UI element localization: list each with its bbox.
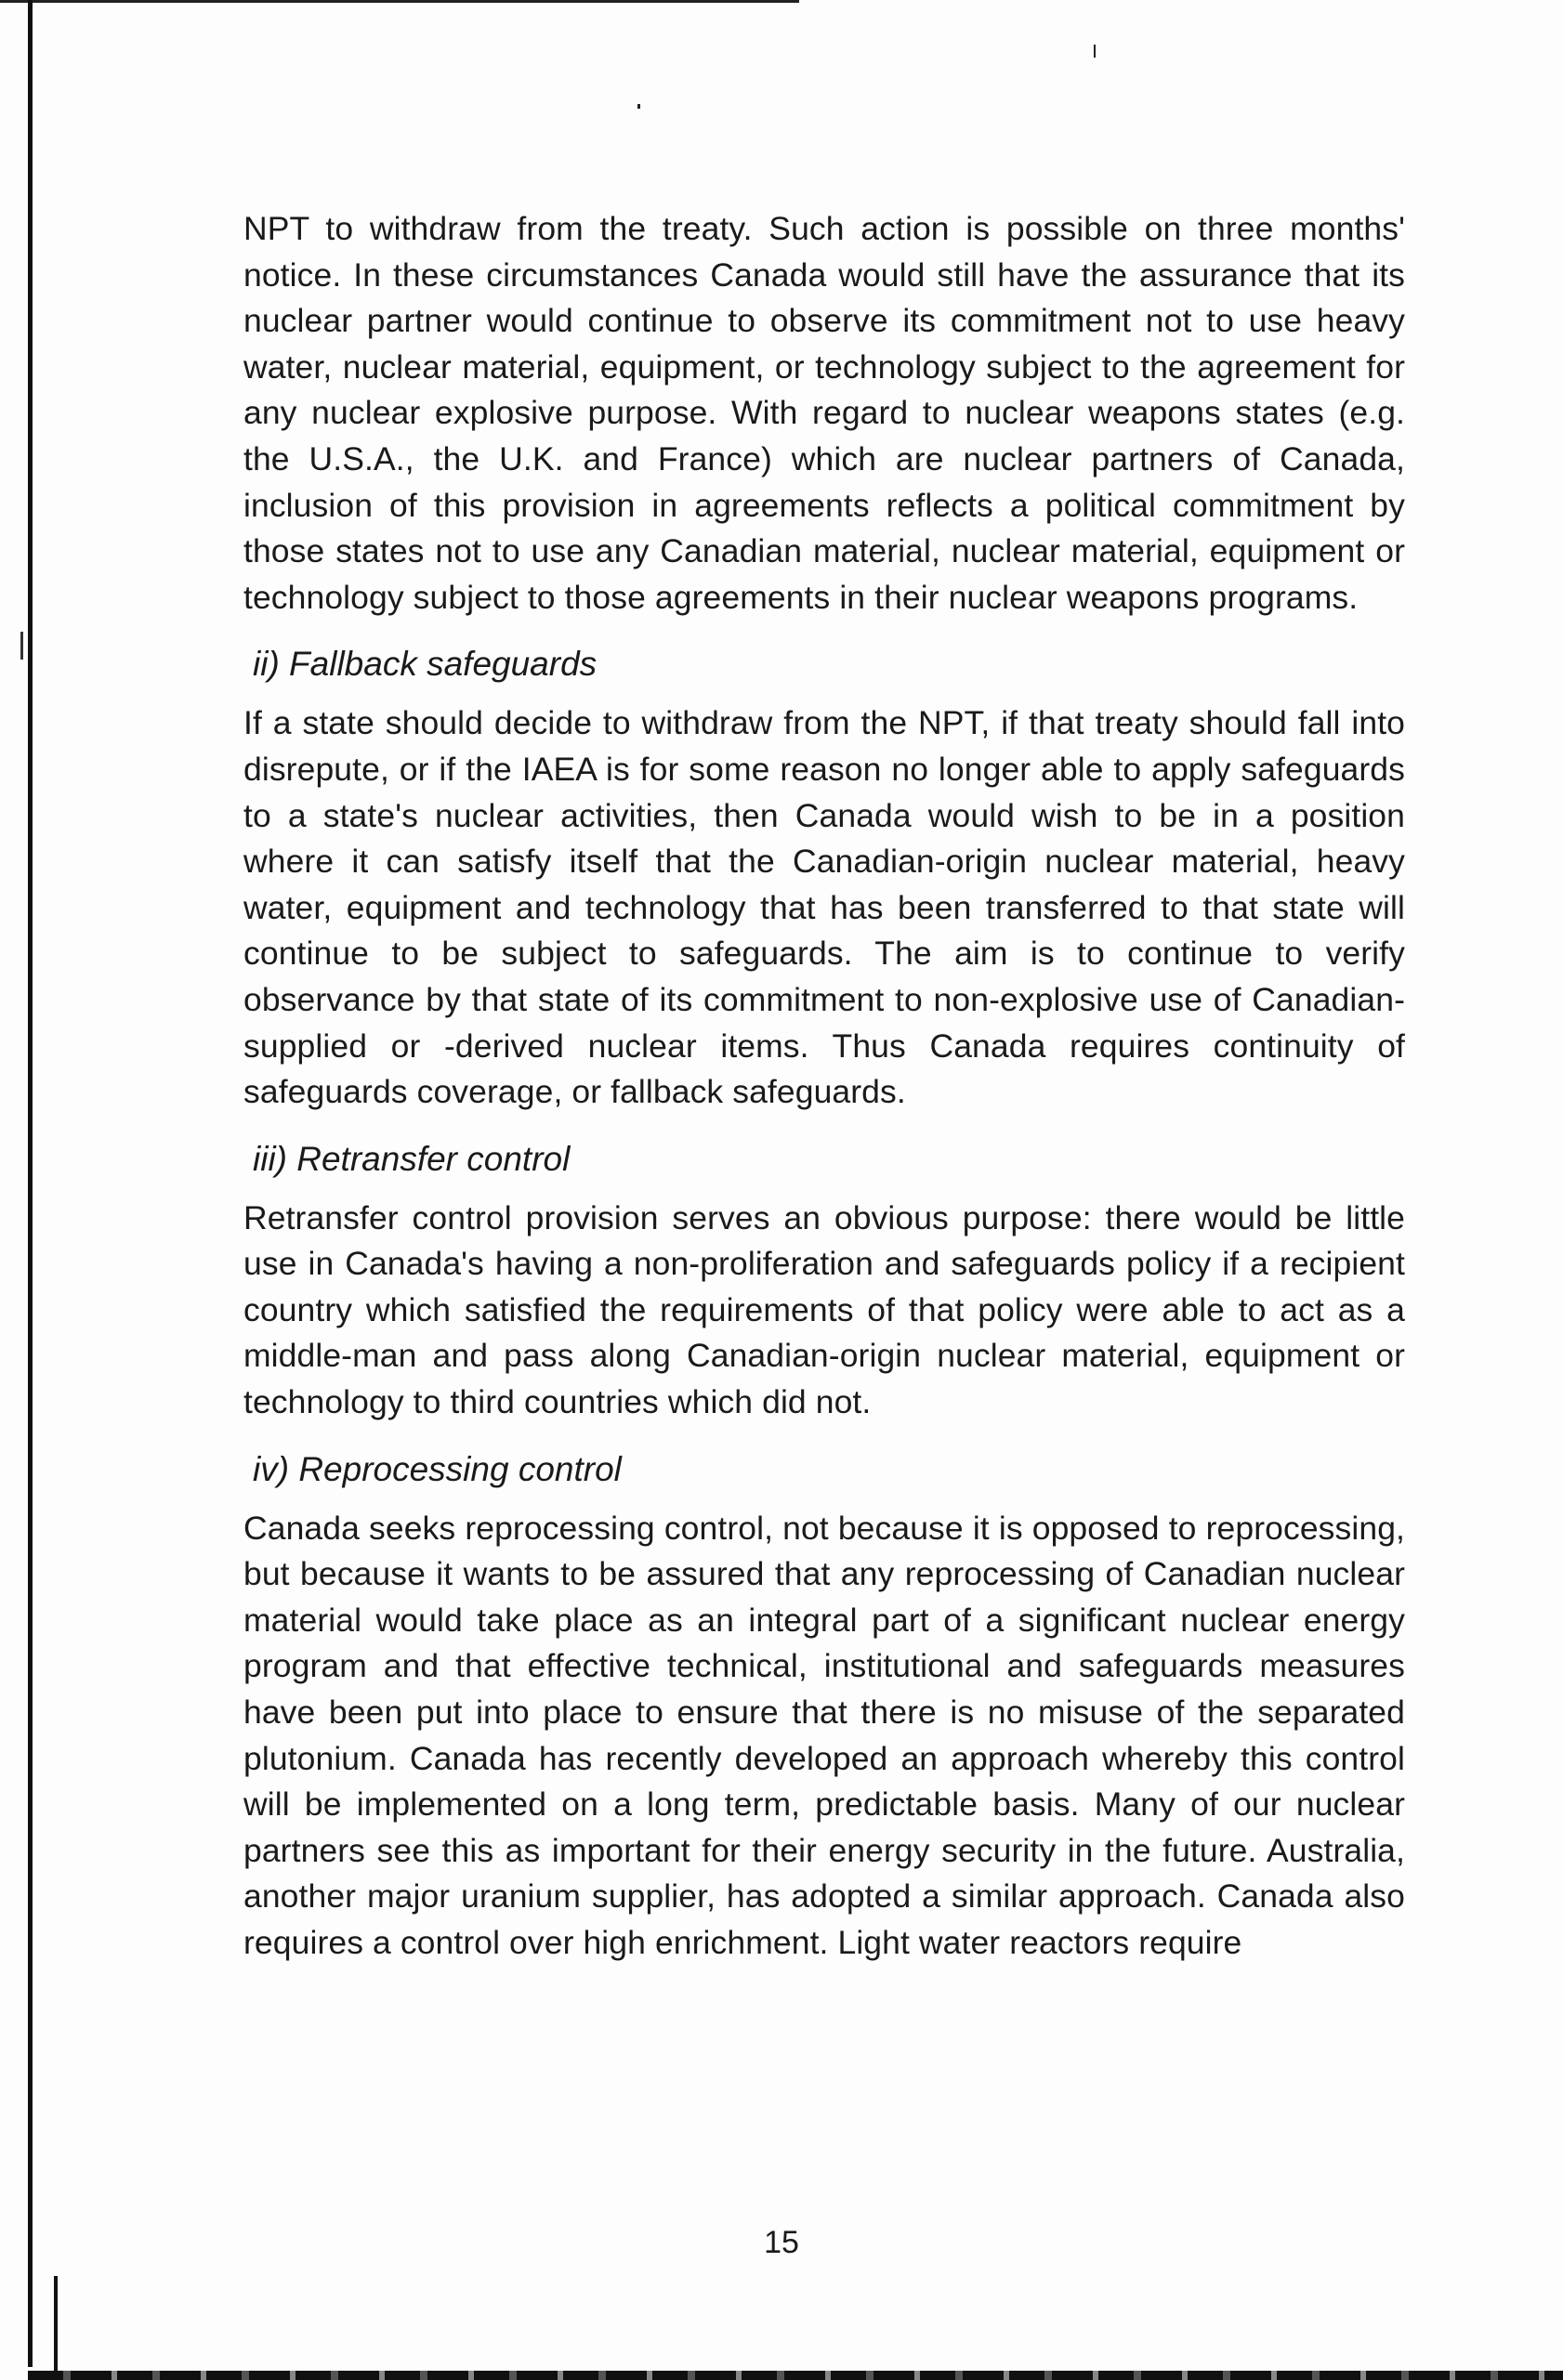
heading-reprocessing-control: iv) Reprocessing control <box>253 1449 622 1488</box>
scan-edge-bottom <box>28 2371 1563 2380</box>
scan-edge-left <box>28 0 33 2367</box>
document-body <box>243 206 1405 1967</box>
paragraph-retransfer-control: Retransfer control provision serves an obvious purpose: there would be little use in Canada's having a non-proliferation and safeguards policy if a recipient country which satisfied the requirements of that policy were able to act as a middle-man and pass along Canadian-origin nuclear material, equipment or technology to third countries which did not. <box>243 1198 1405 1421</box>
scan-speck <box>637 104 640 109</box>
paragraph-reprocessing-control: Canada seeks reprocessing control, not because it is opposed to reprocessing, but because it wants to be assured that any reprocessing of Canadian nuclear material would take place as an integral part of a significant nuclear energy program and that effective technical, institutional and safeguards measures have been put into place to ensure that there is no misuse of the separated plutonium. Canada has recently developed an approach whereby this control will be implemented on a long term, predictable basis. Many of our nuclear partners see this as important for their energy security in the future. Australia, another major uranium supplier, has adopted a similar approach. Canada also requires a control over high enrichment. Light water reactors require <box>243 1509 1405 1961</box>
scan-speck <box>1094 45 1096 58</box>
scan-edge-left-inner <box>54 2276 58 2378</box>
paragraph-fallback-safeguards: If a state should decide to withdraw from the NPT, if that treaty should fall into disrepute, or if the IAEA is for some reason no longer able to apply safeguards to a state's nuclear activities, then Canada would wish to be in a position where it can satisfy itself that the Canadian-origin nuclear material, heavy water, equipment and technology that has been transferred to that state will continue to be subject to safeguards. The aim is to continue to verify observance by that state of its commitment to non-explosive use of Canadian-supplied or -derived nuclear items. Thus Canada requires continuity of safeguards coverage, or fallback safeguards. <box>243 704 1405 1111</box>
heading-retransfer-control: iii) Retransfer control <box>253 1139 571 1178</box>
scan-edge-top <box>0 0 799 3</box>
page-number: 15 <box>764 2225 799 2260</box>
scan-mark-left <box>20 632 23 660</box>
paragraph-npt-withdrawal: NPT to withdraw from the treaty. Such action is possible on three months' notice. In these circumstances Canada would still have the assurance that its nuclear partner would continue to observe its commitment not to use heavy water, nuclear material, equipment, or technology subject to the agreement for any nuclear explosive purpose. With regard to nuclear weapons states (e.g. the U.S.A., the U.K. and France) which are nuclear partners of Canada, inclusion of this provision in agreements reflects a political commitment by those states not to use any Canadian material, nuclear material, equipment or technology subject to those agreements in their nuclear weapons programs. <box>243 210 1405 616</box>
heading-fallback-safeguards: ii) Fallback safeguards <box>253 645 598 684</box>
